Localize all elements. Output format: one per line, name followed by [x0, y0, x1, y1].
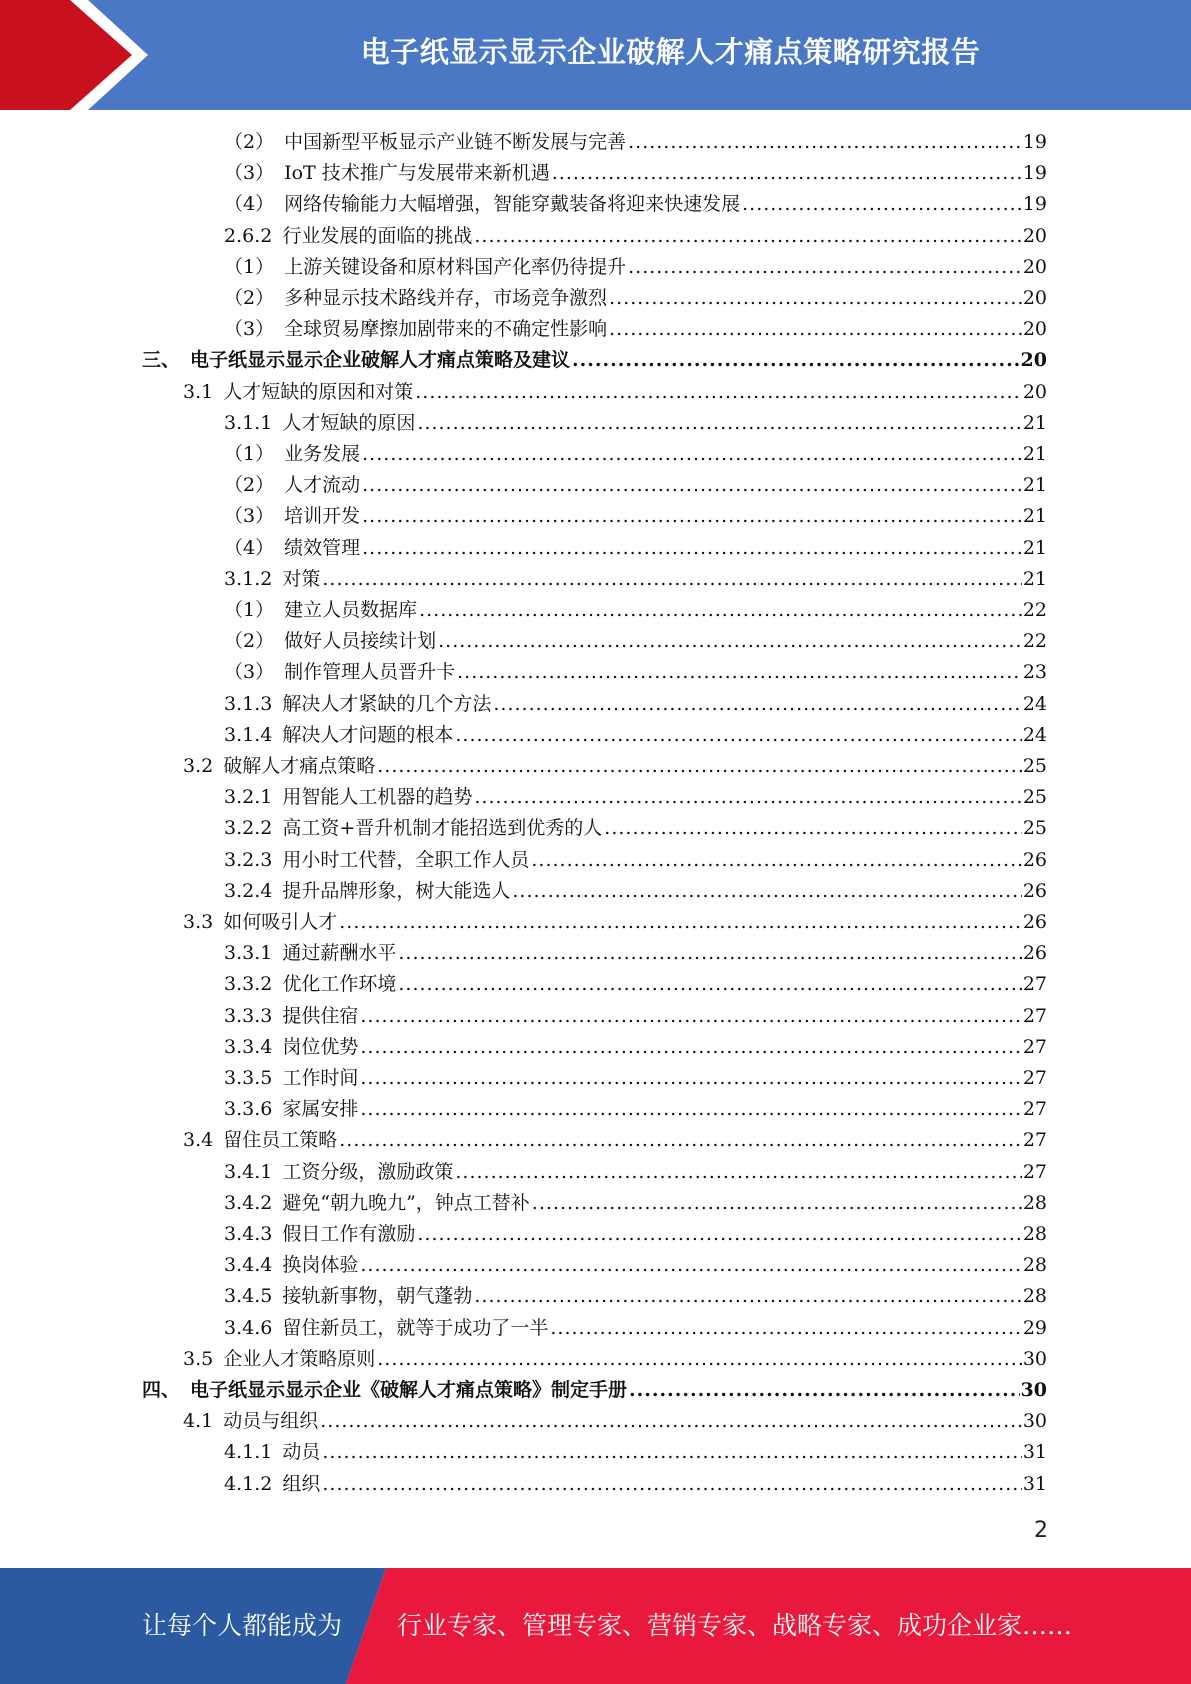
- toc-entry-number: （2）: [224, 287, 275, 309]
- toc-entry-page: 27: [1022, 973, 1047, 996]
- toc-entry[interactable]: [224, 689, 1047, 720]
- toc-dot-leader: [628, 252, 1022, 283]
- toc-entry[interactable]: [224, 564, 1047, 595]
- toc-entry-number: （4）: [224, 193, 275, 216]
- toc-entry-title: 企业人才策略原则: [223, 1347, 376, 1370]
- toc-entry-title: 提供住宿: [282, 1004, 359, 1027]
- toc-entry-number: 4.1: [183, 1410, 214, 1433]
- toc-entry-number: 3.3: [183, 911, 214, 933]
- toc-entry[interactable]: [224, 1313, 1047, 1344]
- toc-dot-leader: [552, 158, 1022, 189]
- toc-entry-number: 3.4: [183, 1129, 214, 1152]
- toc-entry[interactable]: [224, 1219, 1047, 1250]
- report-title: 电子纸显示显示企业破解人才痛点策略研究报告: [360, 34, 981, 69]
- toc-entry-number: 4.1.1: [224, 1441, 273, 1464]
- toc-entry-page: 24: [1022, 723, 1047, 746]
- toc-entry-number: 4.1.2: [224, 1472, 273, 1495]
- toc-entry-title: 全球贸易摩擦加剧带来的不确定性影响: [284, 318, 608, 341]
- toc-entry[interactable]: [224, 1437, 1047, 1468]
- toc-entry-number: （4）: [224, 536, 275, 559]
- toc-entry-number: （3）: [224, 318, 275, 341]
- toc-entry-number: （1）: [224, 255, 275, 278]
- toc-entry[interactable]: [224, 813, 1047, 844]
- toc-entry-title: 假日工作有激励: [282, 1223, 416, 1245]
- toc-dot-leader: [360, 1063, 1021, 1094]
- toc-entry-page: 21: [1022, 505, 1047, 528]
- toc-dot-leader: [531, 845, 1021, 876]
- toc-entry-page: 20: [1022, 255, 1047, 278]
- toc-entry-number: 3.1.3: [224, 692, 273, 715]
- toc-entry-number: 3.4.5: [224, 1285, 273, 1308]
- toc-entry-title: 家属安排: [282, 1098, 359, 1121]
- toc-entry[interactable]: [224, 1032, 1047, 1063]
- toc-entry[interactable]: [224, 408, 1047, 439]
- toc-dot-leader: [360, 1032, 1021, 1063]
- toc-dot-leader: [377, 751, 1022, 782]
- toc-dot-leader: [362, 533, 1022, 564]
- toc-entry-number: 3.2.2: [224, 817, 273, 840]
- toc-entry-number: 3.1.1: [224, 411, 273, 434]
- toc-entry-number: （2）: [224, 474, 275, 497]
- toc-entry-page: 22: [1022, 630, 1047, 653]
- toc-entry-number: （2）: [224, 630, 275, 653]
- toc-entry[interactable]: [142, 1375, 1047, 1406]
- toc-entry-number: （3）: [224, 661, 275, 684]
- toc-entry[interactable]: [224, 1157, 1047, 1188]
- toc-entry-title: 电子纸显示显示企业破解人才痛点策略及建议: [190, 349, 571, 372]
- toc-entry[interactable]: [224, 470, 1047, 501]
- toc-entry-number: （1）: [224, 599, 275, 621]
- toc-entry-number: 3.2.3: [224, 848, 273, 871]
- toc-entry-title: 行业发展的面临的挑战: [282, 224, 473, 247]
- toc-entry-title: 如何吸引人才: [223, 911, 338, 933]
- toc-entry-page: 31: [1022, 1472, 1047, 1495]
- toc-dot-leader: [362, 439, 1022, 470]
- toc-entry-page: 26: [1022, 911, 1047, 933]
- toc-entry-title: 留住新员工，就等于成功了一半: [282, 1316, 549, 1339]
- toc-entry-page: 20: [1022, 380, 1047, 403]
- toc-entry-title: 高工资+晋升机制才能招选到优秀的人: [282, 817, 603, 840]
- toc-dot-leader: [572, 345, 1020, 376]
- toc-entry[interactable]: [183, 1344, 1047, 1375]
- toc-entry[interactable]: [183, 1125, 1047, 1156]
- toc-entry-page: 25: [1022, 786, 1047, 809]
- toc-entry-page: 28: [1022, 1285, 1047, 1308]
- toc-entry-page: 27: [1022, 1129, 1047, 1152]
- toc-entry[interactable]: [224, 938, 1047, 969]
- toc-entry-number: 3.4.6: [224, 1316, 273, 1339]
- toc-entry[interactable]: [224, 158, 1047, 189]
- toc-dot-leader: [474, 1281, 1021, 1312]
- toc-entry[interactable]: [224, 657, 1047, 688]
- toc-entry-page: 21: [1022, 443, 1047, 465]
- toc-entry-number: 3.2: [183, 755, 214, 777]
- toc-entry-title: 人才流动: [284, 474, 361, 497]
- toc-entry[interactable]: [224, 969, 1047, 1000]
- toc-entry-number: 2.6.2: [224, 224, 273, 247]
- toc-entry[interactable]: [183, 907, 1047, 938]
- toc-entry-page: 27: [1022, 1067, 1047, 1089]
- toc-entry-title: 上游关键设备和原材料国产化率仍待提升: [284, 255, 627, 278]
- toc-entry[interactable]: [224, 782, 1047, 813]
- toc-dot-leader: [339, 1125, 1022, 1156]
- toc-entry-title: 对策: [282, 567, 321, 590]
- toc-dot-leader: [742, 189, 1022, 220]
- toc-entry-page: 21: [1022, 474, 1047, 497]
- toc-entry-page: 27: [1022, 1004, 1047, 1027]
- toc-entry-title: 用智能人工机器的趋势: [282, 786, 473, 809]
- toc-entry-title: 多种显示技术路线并存，市场竞争激烈: [284, 287, 608, 309]
- toc-entry-number: 3.1.4: [224, 723, 273, 746]
- page-header: [0, 0, 1191, 110]
- toc-entry-page: 21: [1022, 536, 1047, 559]
- toc-dot-leader: [360, 1001, 1021, 1032]
- toc-entry-number: （2）: [224, 131, 275, 153]
- toc-entry[interactable]: [224, 314, 1047, 345]
- toc-dot-leader: [417, 408, 1021, 439]
- toc-entry[interactable]: [224, 845, 1047, 876]
- toc-entry-number: 3.3.1: [224, 942, 273, 965]
- toc-entry[interactable]: [224, 1250, 1047, 1281]
- toc-entry-page: 26: [1022, 942, 1047, 965]
- toc-dot-leader: [362, 470, 1022, 501]
- toc-entry-number: 3.1: [183, 380, 214, 403]
- toc-entry[interactable]: [183, 751, 1047, 782]
- toc-dot-leader: [415, 377, 1022, 408]
- toc-dot-leader: [457, 657, 1022, 688]
- toc-entry-page: 30: [1022, 1410, 1047, 1433]
- toc-entry-page: 26: [1022, 848, 1047, 871]
- toc-entry-page: 30: [1020, 1379, 1047, 1401]
- toc-entry-title: 电子纸显示显示企业《破解人才痛点策略》制定手册: [190, 1379, 628, 1401]
- toc-entry-page: 30: [1022, 1347, 1047, 1370]
- toc-entry-number: 3.3.2: [224, 973, 273, 996]
- toc-entry-page: 28: [1022, 1191, 1047, 1214]
- toc-dot-leader: [322, 564, 1021, 595]
- toc-entry-number: 四、: [142, 1379, 181, 1401]
- toc-dot-leader: [609, 283, 1022, 314]
- toc-entry-title: 接轨新事物，朝气蓬勃: [282, 1285, 473, 1308]
- toc-entry-page: 21: [1022, 567, 1047, 590]
- toc-dot-leader: [322, 1469, 1021, 1500]
- toc-entry-number: 三、: [142, 349, 181, 372]
- toc-dot-leader: [493, 689, 1021, 720]
- toc-dot-leader: [609, 314, 1022, 345]
- toc-entry-page: 19: [1022, 162, 1047, 185]
- toc-entry-page: 27: [1022, 1035, 1047, 1058]
- toc-entry[interactable]: [224, 626, 1047, 657]
- toc-entry-number: （3）: [224, 162, 275, 185]
- toc-dot-leader: [419, 595, 1022, 626]
- toc-entry-number: 3.2.4: [224, 879, 273, 902]
- toc-entry-title: 岗位优势: [282, 1035, 359, 1058]
- toc-entry-title: 解决人才紧缺的几个方法: [282, 692, 492, 715]
- toc-entry[interactable]: [183, 377, 1047, 408]
- toc-dot-leader: [628, 127, 1022, 158]
- toc-entry-title: 避免“朝九晚九”，钟点工替补: [282, 1191, 530, 1214]
- toc-entry-title: 提升品牌形象，树大能选人: [282, 879, 511, 902]
- toc-dot-leader: [360, 1094, 1021, 1125]
- toc-dot-leader: [339, 907, 1022, 938]
- toc-dot-leader: [398, 969, 1021, 1000]
- toc-dot-leader: [532, 1188, 1022, 1219]
- toc-dot-leader: [320, 1406, 1022, 1437]
- toc-entry-title: IoT 技术推广与发展带来新机遇: [284, 162, 550, 185]
- toc-entry-page: 20: [1020, 349, 1047, 372]
- toc-entry-title: 动员: [282, 1441, 321, 1464]
- toc-entry-page: 26: [1022, 879, 1047, 902]
- toc-entry-title: 中国新型平板显示产业链不断发展与完善: [284, 131, 627, 153]
- toc-dot-leader: [455, 720, 1021, 751]
- toc-entry-number: 3.4.2: [224, 1191, 273, 1214]
- toc-entry-page: 19: [1022, 131, 1047, 153]
- toc-entry[interactable]: [142, 345, 1047, 376]
- toc-entry-title: 用小时工代替，全职工作人员: [282, 848, 530, 871]
- toc-entry-number: （1）: [224, 443, 275, 465]
- toc-entry[interactable]: [224, 221, 1047, 252]
- toc-entry-page: 22: [1022, 599, 1047, 621]
- toc-dot-leader: [417, 1219, 1021, 1250]
- toc-entry-number: 3.3.6: [224, 1098, 273, 1121]
- toc-entry[interactable]: [224, 1094, 1047, 1125]
- toc-entry-page: 27: [1022, 1098, 1047, 1121]
- toc-entry[interactable]: [183, 1406, 1047, 1437]
- toc-entry-title: 破解人才痛点策略: [223, 755, 376, 777]
- toc-entry-page: 28: [1022, 1223, 1047, 1245]
- toc-dot-leader: [629, 1375, 1020, 1406]
- toc-entry-page: 25: [1022, 755, 1047, 777]
- toc-entry-page: 25: [1022, 817, 1047, 840]
- toc-entry-page: 20: [1022, 287, 1047, 309]
- toc-dot-leader: [377, 1344, 1022, 1375]
- toc-entry-title: 制作管理人员晋升卡: [284, 661, 456, 684]
- toc-entry[interactable]: [224, 1188, 1047, 1219]
- toc-entry-number: 3.3.3: [224, 1004, 273, 1027]
- toc-entry[interactable]: [224, 252, 1047, 283]
- toc-entry[interactable]: [224, 189, 1047, 220]
- toc-entry-page: 28: [1022, 1254, 1047, 1277]
- toc-entry-title: 建立人员数据库: [284, 599, 418, 621]
- toc-entry-title: 工作时间: [282, 1067, 359, 1089]
- toc-entry-page: 24: [1022, 692, 1047, 715]
- toc-entry-number: 3.1.2: [224, 567, 273, 590]
- toc-entry-title: 组织: [282, 1472, 321, 1495]
- toc-entry-title: 培训开发: [284, 505, 361, 528]
- toc-entry[interactable]: [224, 439, 1047, 470]
- toc-dot-leader: [474, 782, 1021, 813]
- toc-entry[interactable]: [224, 876, 1047, 907]
- toc-entry-number: 3.4.3: [224, 1223, 273, 1245]
- toc-entry-title: 人才短缺的原因: [282, 411, 416, 434]
- toc-dot-leader: [322, 1437, 1021, 1468]
- toc-dot-leader: [512, 876, 1021, 907]
- toc-dot-leader: [438, 626, 1022, 657]
- footer-slogan-left: 让每个人都能成为: [142, 1611, 343, 1640]
- toc-entry-page: 31: [1022, 1441, 1047, 1464]
- toc-entry-page: 23: [1022, 661, 1047, 684]
- toc-entry-page: 21: [1022, 411, 1047, 434]
- toc-entry[interactable]: [224, 501, 1047, 532]
- toc-dot-leader: [360, 1250, 1021, 1281]
- toc-entry-title: 换岗体验: [282, 1254, 359, 1277]
- toc-entry-page: 19: [1022, 193, 1047, 216]
- toc-entry-number: 3.4.1: [224, 1160, 273, 1183]
- toc-entry-page: 29: [1022, 1316, 1047, 1339]
- toc-entry[interactable]: [224, 127, 1047, 158]
- toc-entry-number: 3.2.1: [224, 786, 273, 809]
- toc-entry-page: 20: [1022, 318, 1047, 341]
- toc-entry[interactable]: [224, 1281, 1047, 1312]
- toc-entry-title: 网络传输能力大幅增强，智能穿戴装备将迎来快速发展: [284, 193, 741, 216]
- page-footer: [0, 1568, 1191, 1684]
- toc-entry-number: （3）: [224, 505, 275, 528]
- toc-entry[interactable]: [224, 283, 1047, 314]
- toc-dot-leader: [604, 813, 1022, 844]
- toc-entry-number: 3.4.4: [224, 1254, 273, 1277]
- toc-entry-title: 通过薪酬水平: [282, 942, 397, 965]
- toc-entry-title: 解决人才问题的根本: [282, 723, 454, 746]
- toc-entry-number: 3.3.5: [224, 1067, 273, 1089]
- toc-dot-leader: [398, 938, 1021, 969]
- toc-dot-leader: [474, 221, 1021, 252]
- toc-entry-title: 人才短缺的原因和对策: [223, 380, 414, 403]
- toc-entry-title: 绩效管理: [284, 536, 361, 559]
- toc-entry-title: 做好人员接续计划: [284, 630, 437, 653]
- header-arrow-decoration: [0, 0, 160, 110]
- footer-slogan-right: 行业专家、管理专家、营销专家、战略专家、成功企业家……: [397, 1611, 1073, 1640]
- toc-entry-title: 优化工作环境: [282, 973, 397, 996]
- toc-entry-number: 3.3.4: [224, 1035, 273, 1058]
- toc-entry-title: 工资分级，激励政策: [282, 1160, 454, 1183]
- toc-entry-title: 动员与组织: [223, 1410, 319, 1433]
- toc-entry-page: 20: [1022, 224, 1047, 247]
- toc-dot-leader: [550, 1313, 1021, 1344]
- toc-entry-number: 3.5: [183, 1347, 214, 1370]
- toc-entry[interactable]: [224, 595, 1047, 626]
- toc-entry[interactable]: [224, 1001, 1047, 1032]
- toc-entry[interactable]: [224, 533, 1047, 564]
- toc-dot-leader: [362, 501, 1022, 532]
- toc-entry-page: 27: [1022, 1160, 1047, 1183]
- toc-entry[interactable]: [224, 1469, 1047, 1500]
- toc-entry[interactable]: [224, 1063, 1047, 1094]
- toc-entry[interactable]: [224, 720, 1047, 751]
- page-number: 2: [1034, 1518, 1048, 1543]
- toc-entry-title: 业务发展: [284, 443, 361, 465]
- toc-dot-leader: [455, 1157, 1021, 1188]
- toc-entry-title: 留住员工策略: [223, 1129, 338, 1152]
